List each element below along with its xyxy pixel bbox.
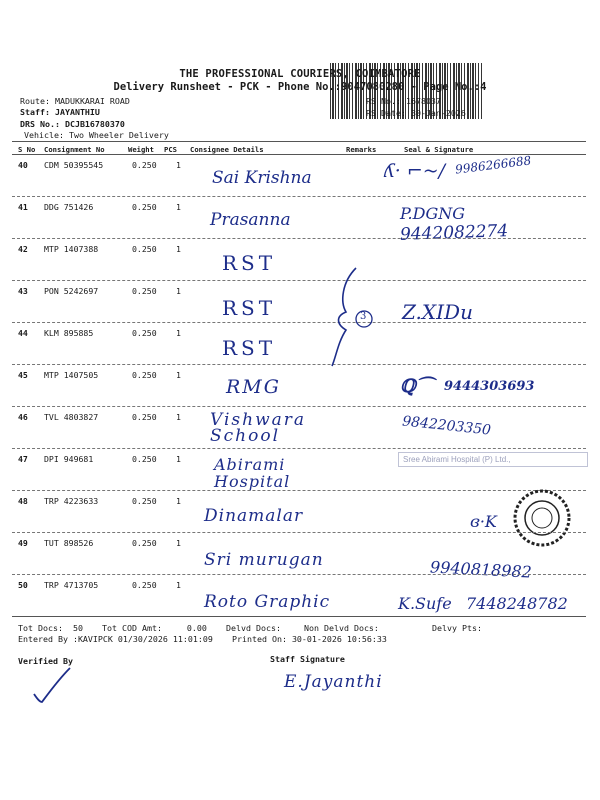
consignee-handwriting: RST: [222, 296, 277, 320]
row-sno: 48: [18, 496, 28, 506]
row-consignment: MTP 1407505: [44, 370, 99, 380]
row-weight: 0.250: [132, 580, 157, 590]
col-sno: S No: [18, 145, 36, 154]
delivery-points: Delvy Pts:: [432, 623, 482, 633]
row-sno: 47: [18, 454, 28, 464]
row-pcs: 1: [176, 202, 181, 212]
row-pcs: 1: [176, 580, 181, 590]
row-consignment: TRP 4223633: [44, 496, 99, 506]
row-consignment: KLM 895885: [44, 328, 94, 338]
row-consignment: PON 5242697: [44, 286, 99, 296]
seal-phone: 7448248782: [466, 594, 568, 613]
consignee-handwriting: Sai Krishna: [212, 168, 312, 188]
row-weight: 0.250: [132, 328, 157, 338]
row-divider: [12, 490, 586, 491]
circled-count: 3: [360, 311, 367, 322]
row-consignment: DDG 751426: [44, 202, 94, 212]
verified-by-label: Verified By: [18, 656, 73, 666]
staff-signature-label: Staff Signature: [270, 654, 345, 664]
table-bottom-rule: [12, 616, 586, 617]
row-divider: [12, 238, 586, 239]
row-divider: [12, 406, 586, 407]
consignee-handwriting: Roto Graphic: [204, 592, 331, 612]
grouping-bracket: [322, 262, 382, 372]
row-consignment: MTP 1407388: [44, 244, 99, 254]
round-seal-stamp: [510, 486, 574, 550]
vehicle-label: Vehicle: Two Wheeler Delivery: [24, 130, 169, 140]
hospital-stamp: Sree Abirami Hospital (P) Ltd.,: [398, 452, 588, 467]
consignee-handwriting: RST: [222, 251, 277, 275]
row-weight: 0.250: [132, 454, 157, 464]
total-cod: Tot COD Amt: 0.00: [102, 623, 207, 633]
col-seal: Seal & Signature: [404, 145, 474, 154]
consignee-handwriting: Dinamalar: [204, 506, 304, 526]
row-pcs: 1: [176, 538, 181, 548]
row-sno: 42: [18, 244, 28, 254]
row-consignment: TRP 4713705: [44, 580, 99, 590]
row-pcs: 1: [176, 370, 181, 380]
row-consignment: TVL 4803827: [44, 412, 99, 422]
row-weight: 0.250: [132, 496, 157, 506]
row-consignment: DPI 949681: [44, 454, 94, 464]
row-pcs: 1: [176, 496, 181, 506]
row-sno: 45: [18, 370, 28, 380]
seal-phone: 9986266688: [454, 153, 532, 177]
row-pcs: 1: [176, 244, 181, 254]
staff-label: Staff: JAYANTHIU: [20, 107, 100, 117]
signature-scribble: ʎ· ⌐~/: [384, 160, 446, 182]
seal-phone: 9442082274: [399, 221, 509, 245]
rs-no-label: RS No.: 1678037: [366, 96, 441, 106]
consignee-handwriting: RST: [222, 336, 277, 360]
row-weight: 0.250: [132, 244, 157, 254]
staff-signature-handwriting: E.Jayanthi: [284, 672, 383, 692]
row-pcs: 1: [176, 286, 181, 296]
row-consignment: TUT 898526: [44, 538, 94, 548]
row-sno: 43: [18, 286, 28, 296]
rs-date-label: RS Date: 30-Jan-2026: [366, 108, 466, 118]
signature-text: P.DGNG: [400, 204, 465, 223]
consignee-handwriting: Abirami Hospital: [214, 455, 291, 491]
consignee-handwriting: Vishwara School: [210, 410, 307, 446]
seal-phone: 9444303693: [444, 379, 535, 394]
header-bottom-rule: [12, 154, 586, 155]
delivered-docs: Delvd Docs:: [226, 623, 281, 633]
row-pcs: 1: [176, 412, 181, 422]
signature-text: Z.XIDu: [402, 300, 473, 324]
row-divider: [12, 280, 586, 281]
row-consignment: CDM 50395545: [44, 160, 104, 170]
signature-scribble: ℚ⌒: [400, 376, 434, 397]
consignee-handwriting: RMG: [226, 376, 281, 398]
signature-text: K.Sufe: [398, 594, 452, 613]
runsheet-subtitle: Delivery Runsheet - PCK - Phone No.:9047080280 - Page No.:4: [113, 81, 487, 93]
row-weight: 0.250: [132, 202, 157, 212]
consignee-handwriting: Sri murugan: [204, 550, 324, 570]
total-docs: Tot Docs: 50: [18, 623, 83, 633]
row-pcs: 1: [176, 160, 181, 170]
row-divider: [12, 574, 586, 575]
header-top-rule: [12, 141, 586, 142]
row-divider: [12, 448, 586, 449]
row-divider: [12, 322, 586, 323]
row-sno: 50: [18, 580, 28, 590]
row-weight: 0.250: [132, 370, 157, 380]
route-label: Route: MADUKKARAI ROAD: [20, 96, 130, 106]
row-sno: 46: [18, 412, 28, 422]
col-consignment: Consignment No: [44, 145, 105, 154]
printed-on: Printed On: 30-01-2026 10:56:33: [232, 634, 387, 644]
col-consignee: Consignee Details: [190, 145, 264, 154]
row-divider: [12, 196, 586, 197]
entered-by: Entered By :KAVIPCK 01/30/2026 11:01:09: [18, 634, 213, 644]
row-weight: 0.250: [132, 160, 157, 170]
col-pcs: PCS: [164, 145, 177, 154]
row-divider: [12, 364, 586, 365]
consignee-handwriting: Prasanna: [210, 210, 291, 230]
row-weight: 0.250: [132, 538, 157, 548]
row-sno: 41: [18, 202, 28, 212]
row-sno: 49: [18, 538, 28, 548]
row-weight: 0.250: [132, 412, 157, 422]
row-pcs: 1: [176, 328, 181, 338]
row-divider: [12, 532, 586, 533]
non-delivered-docs: Non Delvd Docs:: [304, 623, 379, 633]
col-weight: Weight: [128, 145, 154, 154]
signature-scribble: ɞ·K: [470, 512, 497, 531]
seal-phone: 9940818982: [429, 557, 533, 582]
col-remarks: Remarks: [346, 145, 377, 154]
row-sno: 44: [18, 328, 28, 338]
row-sno: 40: [18, 160, 28, 170]
row-weight: 0.250: [132, 286, 157, 296]
verified-checkmark: [30, 664, 74, 708]
seal-phone: 9842203350: [401, 413, 492, 439]
row-pcs: 1: [176, 454, 181, 464]
drs-label: DRS No.: DCJB16780370: [20, 119, 125, 129]
company-title: THE PROFESSIONAL COURIERS, COIMBATORE: [179, 68, 421, 80]
